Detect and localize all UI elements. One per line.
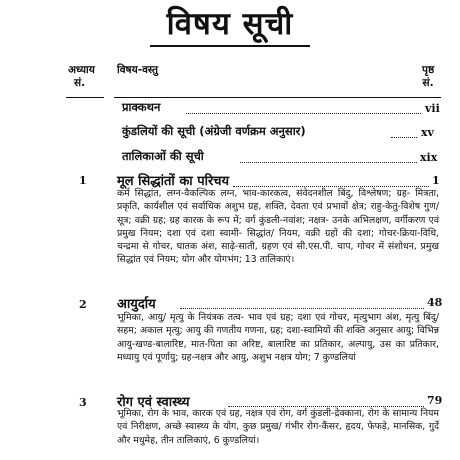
chapter-page: 1 bbox=[432, 174, 440, 187]
header-page-label: पृष्ठ bbox=[422, 64, 435, 76]
chapter-title: आयुर्दाय bbox=[117, 297, 156, 312]
chapter-page: 79 bbox=[427, 394, 443, 407]
header-chapter bbox=[68, 64, 95, 90]
header-chapter-label: अध्याय bbox=[68, 64, 95, 76]
header-page-abbr: सं. bbox=[422, 77, 434, 89]
chapter-number: 2 bbox=[79, 298, 87, 311]
chapter-description: भूमिका, रोग के भाव, कारक एवं ग्रह, नक्षत्र एवं रोग, वर्ग कुंडली-द्रेक्काना, रोग के सामान्य नियम एवं निरीक्षण, अच्छे स्वास्थ्य के योग, कुछ प्रमुख/ गंभीर रोग-कैंसर, हृदय, फेफड़े, मानसिक, गुर्दे और मधुमेह, तीन तालिकाएं, 6 कुण्डलियां। bbox=[117, 408, 439, 446]
toc-leader-dots bbox=[391, 137, 417, 138]
chapter-number: 1 bbox=[79, 174, 87, 187]
toc-entry-title: प्राक्कथन bbox=[122, 100, 161, 114]
title-underline bbox=[150, 45, 310, 47]
chapter-description: कर्म सिद्धांत, लग्न-वैकल्पिक लग्न, भाव-कारकत्व, संवेदनशील बिंदु, विश्लेषण; ग्रह- मित्रता, प्रकृति, कार्यशील एवं सर्वाधिक अशुभ ग्रह, शक्ति, देवता एवं प्रभावों क्षेत्र; राहु-केतु-विशेष गुण/ सूत्र; वक्री ग्रह; ग्रह कारक के रूप में; वर्ग कुंडली-नवांश; नक्षत्र- उनके अभिलक्षण, वर्गीकरण एवं प्रमुख नियम; दशा एवं दशा स्वामी- सिद्धांत/ नियम, वक्री ग्रहों की दशा; गोचर-क्रिया-विधि, चन्द्रमा से गोचर, घातक अंश, साढ़े-साती, ग्रहण एवं सी.एस.पी. चाप, गोचर में संशोधन, प्रमुख सिद्धांत एवं नियम; योग और योगभंग; 13 तालिकाएं। bbox=[117, 188, 439, 266]
toc-leader-dots bbox=[240, 162, 417, 163]
chapter-page: 48 bbox=[427, 296, 443, 309]
toc-entry-title: तालिकाओं की सूची bbox=[122, 149, 204, 163]
page-title: विषय सूची bbox=[166, 6, 294, 42]
toc-leader-dots bbox=[180, 308, 424, 309]
toc-leader-dots bbox=[186, 113, 421, 114]
header-rule-main bbox=[114, 97, 441, 98]
header-rule-right bbox=[419, 97, 441, 98]
toc-entry-page: vii bbox=[425, 102, 440, 115]
header-subject: विषय-वस्तु bbox=[117, 64, 158, 76]
chapter-title: मूल सिद्धांतों का परिचय bbox=[117, 174, 230, 189]
toc-entry-title: कुंडलियों की सूची (अंग्रेजी वर्णक्रम अनुसार) bbox=[122, 124, 306, 138]
chapter-title: रोग एवं स्वास्थ्य bbox=[117, 395, 190, 410]
header-rule-left bbox=[66, 97, 104, 98]
header-page bbox=[422, 64, 434, 90]
chapter-number: 3 bbox=[79, 396, 87, 409]
chapter-description: भूमिका, आयु/ मृत्यु के नियंत्रक तत्व- भाव एवं ग्रह; दशा एवं गोचर, मृत्युभाग अंश, मृत्यु बिंदु/ सहम; अकाल मृत्यु; आयु की गणतीय गणना, ग्रह; दशा-स्वामियों की शक्ति अनुसार आयु; विभिन्न आयु-खण्ड-बालारिष्ट, मात-पिता का अरिष्ट, बालारिष्ट का प्रतिकार, अल्पायु, उस का प्रतिकार, मध्यायु एवं पूर्णायु; ग्रह-नक्षत्र और आयु, अशुभ नक्षत्र योग; 7 कुण्डलियां bbox=[117, 312, 439, 363]
header-chapter-abbr: सं. bbox=[74, 77, 86, 89]
toc-entry-page: xix bbox=[420, 151, 438, 164]
toc-entry-page: xv bbox=[421, 126, 434, 139]
